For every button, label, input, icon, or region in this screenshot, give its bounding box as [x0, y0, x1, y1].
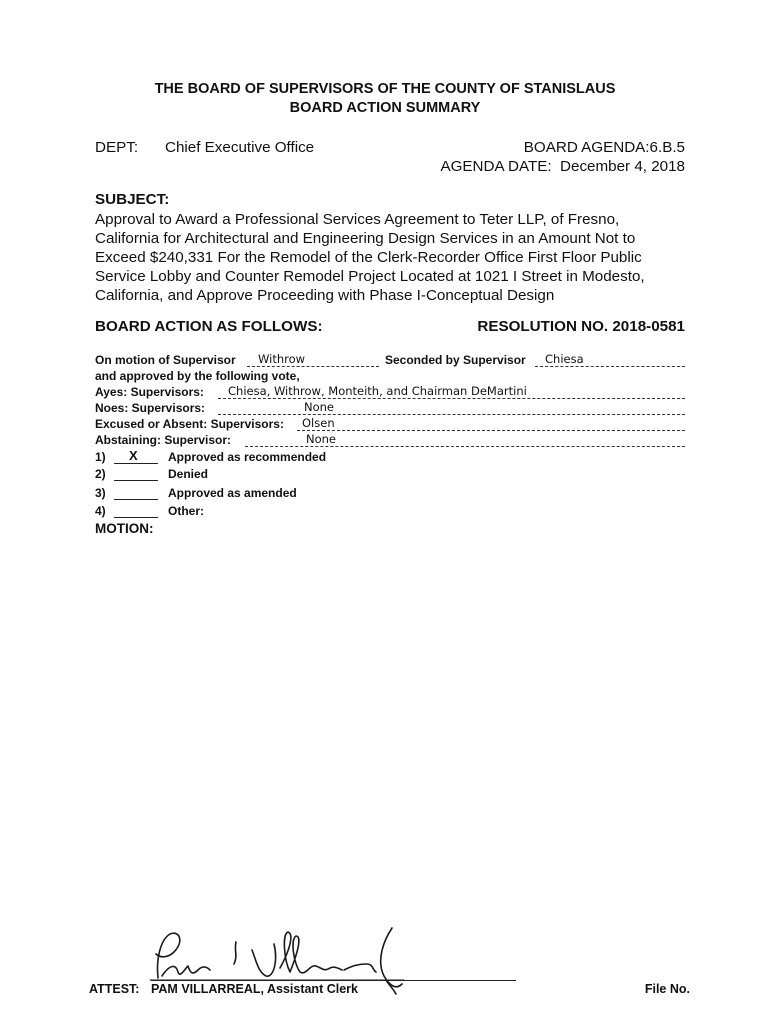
noes-underline [218, 414, 685, 415]
option-2-blank [114, 480, 158, 481]
ayes-underline [218, 398, 685, 399]
board-action-label: BOARD ACTION AS FOLLOWS: [95, 318, 323, 335]
option-4-number: 4) [95, 504, 106, 518]
document-subtitle: BOARD ACTION SUMMARY [289, 100, 481, 116]
option-3-number: 3) [95, 486, 106, 500]
dept-label: DEPT: [95, 139, 139, 156]
subject-text [95, 210, 695, 305]
board-agenda-number: BOARD AGENDA:6.B.5 [523, 139, 685, 156]
ayes-value: Chiesa, Withrow, Monteith, and Chairman DeMartini [228, 384, 527, 398]
subject-line: Service Lobby and Counter Remodel Project Located at 1021 I Street in Modesto, [95, 268, 645, 285]
subject-line: Approval to Award a Professional Services Agreement to Teter LLP, of Fresno, [95, 211, 620, 228]
agenda-date: AGENDA DATE: December 4, 2018 [440, 158, 685, 175]
excused-underline [297, 430, 685, 431]
abstaining-value: None [306, 432, 337, 446]
signature-line [151, 980, 516, 981]
option-1-blank [114, 463, 158, 464]
noes-value: None [304, 400, 335, 414]
option-2-number: 2) [95, 467, 106, 481]
seconded-label: Seconded by Supervisor [385, 353, 526, 367]
subject-line: California for Architectural and Engineering Design Services in an Amount Not to [95, 230, 636, 247]
motion-underline [247, 366, 379, 367]
option-1-number: 1) [95, 450, 106, 464]
seconded-supervisor: Chiesa [545, 352, 584, 366]
option-1-mark: X [129, 448, 138, 463]
motion-heading: MOTION: [95, 521, 154, 536]
subject-line: California, and Approve Proceeding with Phase I-Conceptual Design [95, 287, 555, 304]
excused-label: Excused or Absent: Supervisors: [95, 417, 284, 431]
subject-line: Exceed $240,331 For the Remodel of the Clerk-Recorder Office First Floor Public [95, 249, 642, 266]
motion-label: On motion of Supervisor [95, 353, 236, 367]
excused-value: Olsen [302, 416, 335, 430]
motion-supervisor: Withrow [258, 352, 306, 366]
option-4-blank [114, 517, 158, 518]
option-1-label: Approved as recommended [168, 450, 327, 464]
subject-label: SUBJECT: [95, 191, 170, 208]
option-2-label: Denied [168, 467, 209, 481]
attest-name: PAM VILLARREAL, Assistant Clerk [151, 982, 358, 996]
option-4-label: Other: [168, 504, 204, 518]
abstaining-underline [245, 446, 685, 447]
document-title: THE BOARD OF SUPERVISORS OF THE COUNTY OF STANISLAUS [154, 81, 616, 97]
seconded-underline [535, 366, 685, 367]
abstaining-label: Abstaining: Supervisor: [95, 433, 232, 447]
ayes-label: Ayes: Supervisors: [95, 385, 204, 399]
attest-label: ATTEST: [89, 982, 140, 996]
resolution-number: RESOLUTION NO. 2018-0581 [477, 318, 685, 335]
approved-vote-line: and approved by the following vote, [95, 369, 300, 383]
option-3-blank [114, 499, 158, 500]
noes-label: Noes: Supervisors: [95, 401, 206, 415]
dept-value: Chief Executive Office [165, 139, 315, 156]
file-number-label: File No. [644, 982, 690, 996]
option-3-label: Approved as amended [168, 486, 297, 500]
